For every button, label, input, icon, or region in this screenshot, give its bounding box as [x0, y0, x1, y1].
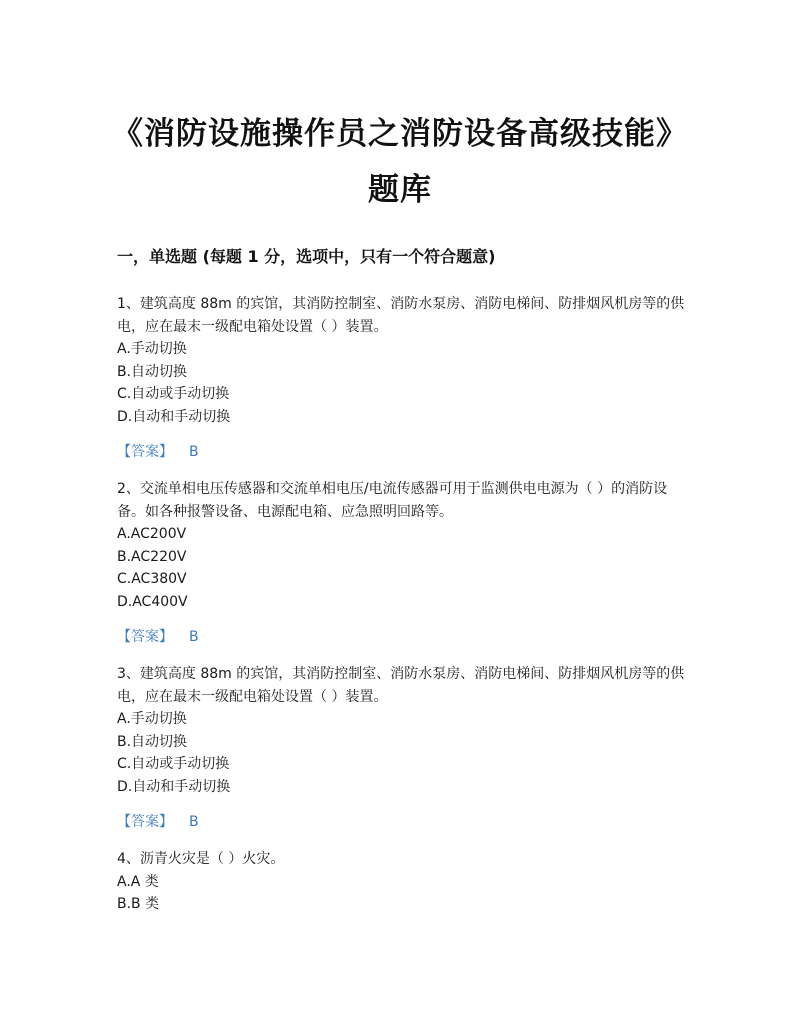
- option-b: B.AC220V: [117, 548, 187, 565]
- option-c: C.自动或手动切换: [117, 756, 230, 772]
- option-d: D.AC400V: [117, 593, 188, 610]
- answer-label: 【答案】: [117, 444, 173, 460]
- answer-3: [117, 811, 199, 833]
- answer-1: [117, 441, 199, 463]
- answer-label: 【答案】: [117, 629, 173, 645]
- option-d: D.自动和手动切换: [117, 408, 231, 425]
- option-b: B.B 类: [117, 896, 160, 912]
- answer-value: B: [189, 629, 199, 645]
- option-a: A.A 类: [117, 873, 159, 890]
- option-a: A.手动切换: [117, 341, 187, 357]
- answer-label: 【答案】: [117, 814, 173, 830]
- question-stem: 4、沥青火灾是（ ）火灾。: [117, 851, 285, 867]
- question-2: [117, 478, 687, 613]
- document-title: 《消防设施操作员之消防设备高级技能》题库: [112, 116, 688, 208]
- option-b: B.自动切换: [117, 733, 188, 750]
- option-c: C.AC380V: [117, 571, 187, 587]
- option-a: A.AC200V: [117, 526, 187, 542]
- option-c: C.自动或手动切换: [117, 386, 230, 402]
- answer-2: [117, 626, 199, 648]
- question-stem: 1、建筑高度 88m 的宾馆，其消防控制室、消防水泵房、消防电梯间、防排烟风机房等的供电，应在最末一级配电箱处设置（ ）装置。: [117, 296, 685, 335]
- option-d: D.自动和手动切换: [117, 778, 231, 795]
- question-stem: 3、建筑高度 88m 的宾馆，其消防控制室、消防水泵房、消防电梯间、防排烟风机房等的供电，应在最末一级配电箱处设置（ ）装置。: [117, 666, 685, 705]
- answer-value: B: [189, 444, 199, 460]
- question-4: [117, 848, 687, 916]
- section-heading: 一，单选题 (每题 1 分，选项中，只有一个符合题意): [117, 247, 496, 266]
- question-3: [117, 663, 687, 798]
- option-b: B.自动切换: [117, 363, 188, 380]
- option-a: A.手动切换: [117, 711, 187, 727]
- answer-value: B: [189, 814, 199, 830]
- question-stem: 2、交流单相电压传感器和交流单相电压/电流传感器可用于监测供电电源为（ ）的消防设备。如各种报警设备、电源配电箱、应急照明回路等。: [117, 481, 668, 520]
- question-1: [117, 293, 687, 428]
